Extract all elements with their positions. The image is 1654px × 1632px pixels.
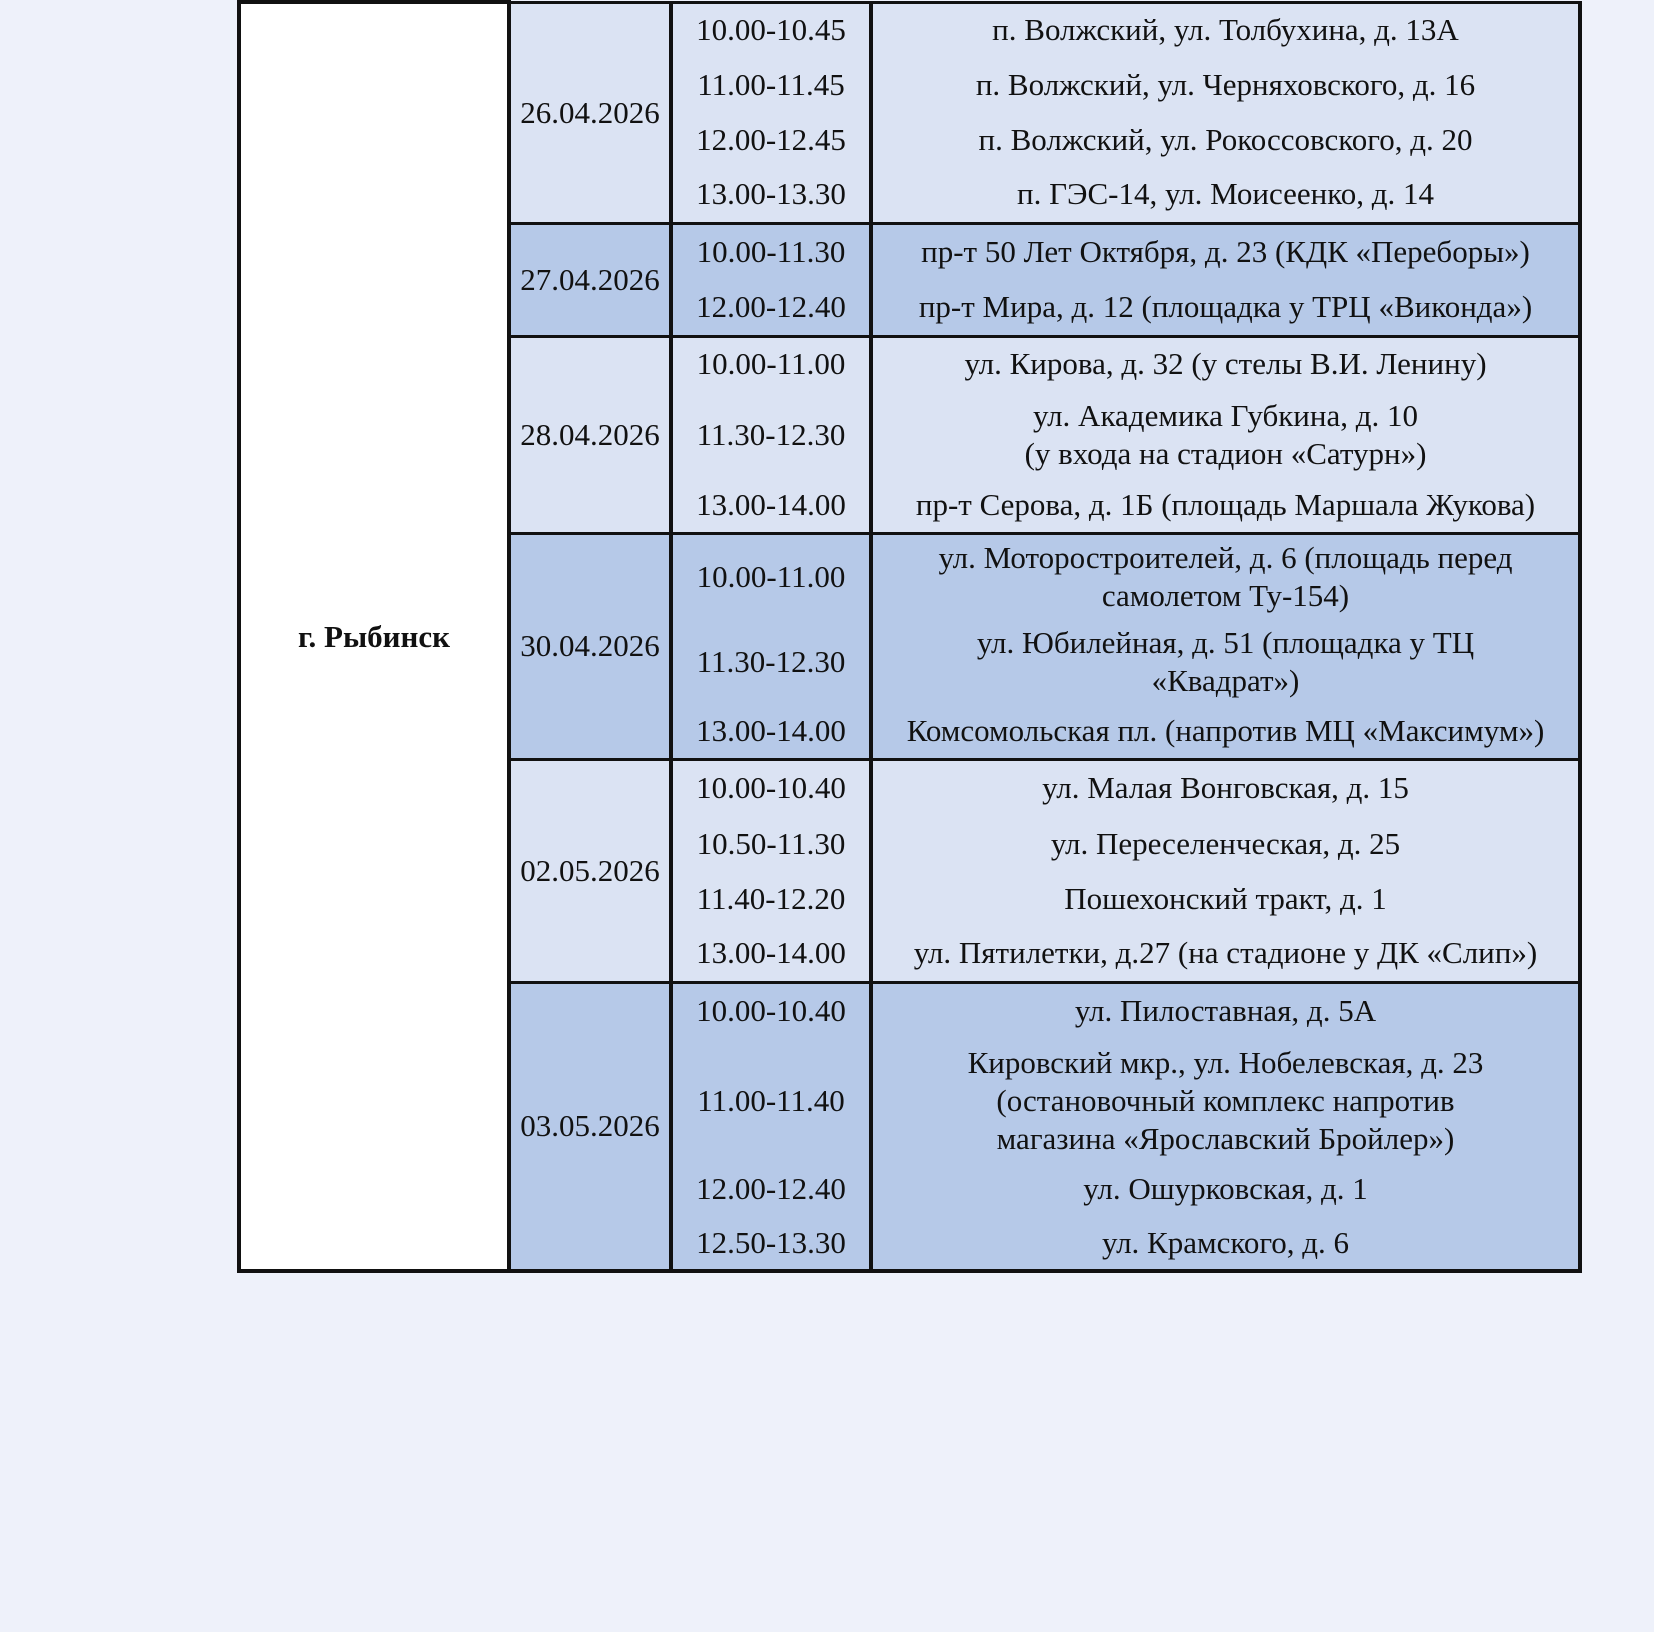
date-cell: 28.04.2026 (509, 336, 671, 533)
time-cell: 12.50-13.30 (671, 1216, 871, 1271)
date-cell: 03.05.2026 (509, 982, 671, 1271)
table-row (239, 2, 1580, 57)
address-cell: ул. Академика Губкина, д. 10 (у входа на стадион «Сатурн») (871, 391, 1580, 478)
time-cell: 10.00-11.00 (671, 336, 871, 391)
address-cell: пр-т 50 Лет Октября, д. 23 (КДК «Переборы») (871, 223, 1580, 280)
time-cell: 10.00-10.45 (671, 2, 871, 57)
time-cell: 13.00-14.00 (671, 478, 871, 533)
address-cell: п. Волжский, ул. Рокоссовского, д. 20 (871, 112, 1580, 167)
date-cell: 27.04.2026 (509, 223, 671, 336)
address-cell: п. Волжский, ул. Черняховского, д. 16 (871, 57, 1580, 112)
date-cell: 30.04.2026 (509, 533, 671, 759)
time-cell: 11.00-11.40 (671, 1039, 871, 1162)
address-cell: Кировский мкр., ул. Нобелевская, д. 23 (остановочный комплекс напротив магазина «Ярославский Бройлер») (871, 1039, 1580, 1162)
time-cell: 10.00-11.00 (671, 533, 871, 620)
address-cell: ул. Малая Вонговская, д. 15 (871, 759, 1580, 816)
time-cell: 10.00-10.40 (671, 759, 871, 816)
city-cell: г. Рыбинск (239, 2, 509, 1271)
address-cell: ул. Ошурковская, д. 1 (871, 1162, 1580, 1216)
address-cell: п. ГЭС-14, ул. Моисеенко, д. 14 (871, 167, 1580, 223)
address-cell: ул. Переселенческая, д. 25 (871, 816, 1580, 871)
time-cell: 11.00-11.45 (671, 57, 871, 112)
address-cell: пр-т Мира, д. 12 (площадка у ТРЦ «Виконда») (871, 280, 1580, 336)
time-cell: 10.50-11.30 (671, 816, 871, 871)
date-cell: 26.04.2026 (509, 2, 671, 223)
address-cell: Комсомольская пл. (напротив МЦ «Максимум») (871, 704, 1580, 759)
time-cell: 11.40-12.20 (671, 871, 871, 926)
time-cell: 13.00-14.00 (671, 926, 871, 982)
address-cell: п. Волжский, ул. Толбухина, д. 13А (871, 2, 1580, 57)
time-cell: 11.30-12.30 (671, 620, 871, 704)
time-cell: 11.30-12.30 (671, 391, 871, 478)
address-cell: ул. Пилоставная, д. 5А (871, 982, 1580, 1039)
address-cell: ул. Пятилетки, д.27 (на стадионе у ДК «Слип») (871, 926, 1580, 982)
time-cell: 12.00-12.40 (671, 1162, 871, 1216)
address-cell: ул. Моторостроителей, д. 6 (площадь перед самолетом Ту-154) (871, 533, 1580, 620)
time-cell: 10.00-11.30 (671, 223, 871, 280)
time-cell: 12.00-12.40 (671, 280, 871, 336)
schedule-body (239, 2, 1580, 1271)
date-cell: 02.05.2026 (509, 759, 671, 982)
address-cell: ул. Юбилейная, д. 51 (площадка у ТЦ «Квадрат») (871, 620, 1580, 704)
time-cell: 12.00-12.45 (671, 112, 871, 167)
time-cell: 10.00-10.40 (671, 982, 871, 1039)
address-cell: пр-т Серова, д. 1Б (площадь Маршала Жукова) (871, 478, 1580, 533)
address-cell: ул. Кирова, д. 32 (у стелы В.И. Ленину) (871, 336, 1580, 391)
time-cell: 13.00-14.00 (671, 704, 871, 759)
schedule-table (237, 0, 1582, 1273)
address-cell: Пошехонский тракт, д. 1 (871, 871, 1580, 926)
address-cell: ул. Крамского, д. 6 (871, 1216, 1580, 1271)
time-cell: 13.00-13.30 (671, 167, 871, 223)
